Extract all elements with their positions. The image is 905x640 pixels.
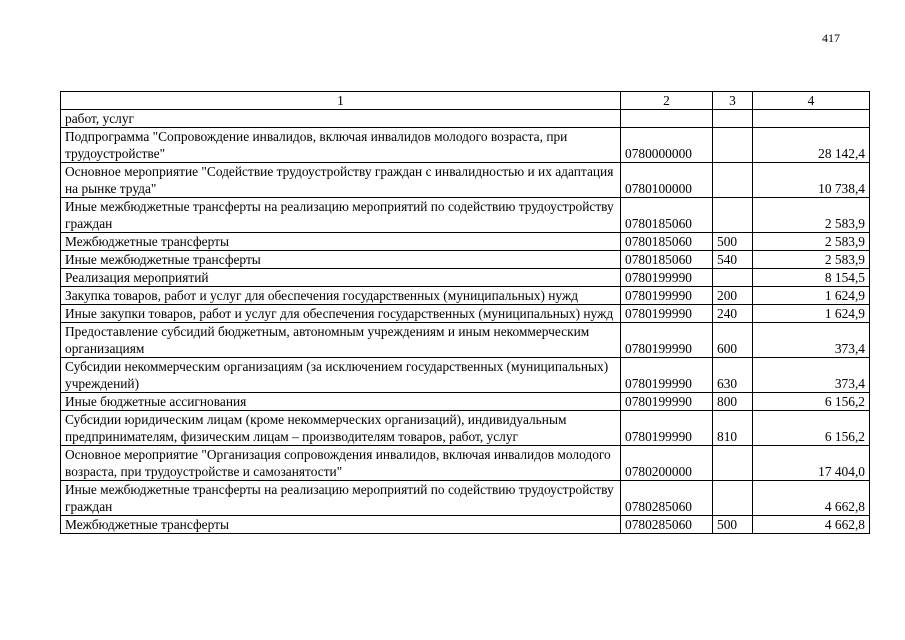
table-row — [61, 198, 870, 233]
row-amount-cell: 4 662,8 — [753, 516, 870, 534]
column-header-name: 1 — [61, 92, 621, 110]
row-amount-cell — [753, 110, 870, 128]
row-name-cell: Иные закупки товаров, работ и услуг для обеспечения государственных (муниципальных) нужд — [61, 305, 621, 323]
row-kind-cell: 800 — [713, 393, 753, 411]
row-code-cell: 0780199990 — [621, 305, 713, 323]
table-row — [61, 305, 870, 323]
row-code-cell: 0780285060 — [621, 481, 713, 516]
row-amount-cell: 10 738,4 — [753, 163, 870, 198]
row-code-cell: 0780185060 — [621, 251, 713, 269]
table-row — [61, 516, 870, 534]
row-kind-cell: 200 — [713, 287, 753, 305]
column-header-amount: 4 — [753, 92, 870, 110]
row-kind-cell: 500 — [713, 516, 753, 534]
table-row — [61, 233, 870, 251]
row-kind-cell — [713, 481, 753, 516]
row-amount-cell: 8 154,5 — [753, 269, 870, 287]
table-row — [61, 251, 870, 269]
header-row — [61, 92, 870, 110]
row-name-cell: Иные межбюджетные трансферты на реализацию мероприятий по содействию трудоустройству граждан — [61, 198, 621, 233]
row-amount-cell: 2 583,9 — [753, 198, 870, 233]
row-code-cell: 0780200000 — [621, 446, 713, 481]
row-kind-cell: 630 — [713, 358, 753, 393]
row-amount-cell: 373,4 — [753, 358, 870, 393]
row-name-cell: Реализация мероприятий — [61, 269, 621, 287]
row-amount-cell: 4 662,8 — [753, 481, 870, 516]
row-name-cell: Иные межбюджетные трансферты — [61, 251, 621, 269]
row-name-cell: Основное мероприятие "Содействие трудоустройству граждан с инвалидностью и их адаптация на рынке труда" — [61, 163, 621, 198]
row-code-cell: 0780000000 — [621, 128, 713, 163]
row-kind-cell: 600 — [713, 323, 753, 358]
row-amount-cell: 6 156,2 — [753, 393, 870, 411]
row-amount-cell: 2 583,9 — [753, 233, 870, 251]
table-body — [61, 110, 870, 534]
row-kind-cell: 540 — [713, 251, 753, 269]
table-row — [61, 287, 870, 305]
row-amount-cell: 1 624,9 — [753, 287, 870, 305]
row-amount-cell: 2 583,9 — [753, 251, 870, 269]
row-amount-cell: 17 404,0 — [753, 446, 870, 481]
row-kind-cell — [713, 269, 753, 287]
table-row — [61, 323, 870, 358]
row-amount-cell: 1 624,9 — [753, 305, 870, 323]
table-row — [61, 393, 870, 411]
row-code-cell: 0780285060 — [621, 516, 713, 534]
row-code-cell: 0780199990 — [621, 358, 713, 393]
row-code-cell: 0780199990 — [621, 269, 713, 287]
row-name-cell: Субсидии некоммерческим организациям (за исключением государственных (муниципальных) учреждений) — [61, 358, 621, 393]
row-amount-cell: 6 156,2 — [753, 411, 870, 446]
row-name-cell: Основное мероприятие "Организация сопровождения инвалидов, включая инвалидов молодого возраста, при трудоустройстве и самозанятости" — [61, 446, 621, 481]
row-name-cell: Иные межбюджетные трансферты на реализацию мероприятий по содействию трудоустройству граждан — [61, 481, 621, 516]
row-name-cell: Предоставление субсидий бюджетным, автономным учреждениям и иным некоммерческим организациям — [61, 323, 621, 358]
row-amount-cell: 373,4 — [753, 323, 870, 358]
table-row — [61, 446, 870, 481]
table-row — [61, 481, 870, 516]
column-header-code: 2 — [621, 92, 713, 110]
row-code-cell: 0780185060 — [621, 233, 713, 251]
row-kind-cell — [713, 446, 753, 481]
row-kind-cell — [713, 110, 753, 128]
table-row — [61, 110, 870, 128]
table-row — [61, 358, 870, 393]
column-header-kind: 3 — [713, 92, 753, 110]
row-kind-cell — [713, 198, 753, 233]
page-number: 417 — [822, 31, 840, 45]
row-name-cell: Закупка товаров, работ и услуг для обеспечения государственных (муниципальных) нужд — [61, 287, 621, 305]
row-code-cell: 0780199990 — [621, 411, 713, 446]
row-name-cell: Межбюджетные трансферты — [61, 233, 621, 251]
row-code-cell: 0780100000 — [621, 163, 713, 198]
row-kind-cell: 500 — [713, 233, 753, 251]
row-name-cell: Межбюджетные трансферты — [61, 516, 621, 534]
row-name-cell: работ, услуг — [61, 110, 621, 128]
row-kind-cell — [713, 163, 753, 198]
row-code-cell: 0780199990 — [621, 323, 713, 358]
table-row — [61, 163, 870, 198]
budget-table — [60, 91, 870, 534]
row-kind-cell: 240 — [713, 305, 753, 323]
row-amount-cell: 28 142,4 — [753, 128, 870, 163]
table-row — [61, 411, 870, 446]
row-code-cell: 0780185060 — [621, 198, 713, 233]
row-kind-cell: 810 — [713, 411, 753, 446]
row-kind-cell — [713, 128, 753, 163]
row-code-cell — [621, 110, 713, 128]
row-name-cell: Подпрограмма "Сопровождение инвалидов, включая инвалидов молодого возраста, при трудоустройстве" — [61, 128, 621, 163]
row-name-cell: Иные бюджетные ассигнования — [61, 393, 621, 411]
row-code-cell: 0780199990 — [621, 287, 713, 305]
row-code-cell: 0780199990 — [621, 393, 713, 411]
table-row — [61, 128, 870, 163]
table-row — [61, 269, 870, 287]
row-name-cell: Субсидии юридическим лицам (кроме некоммерческих организаций), индивидуальным предпринимателям, физическим лицам – производителям товаров, работ, услуг — [61, 411, 621, 446]
